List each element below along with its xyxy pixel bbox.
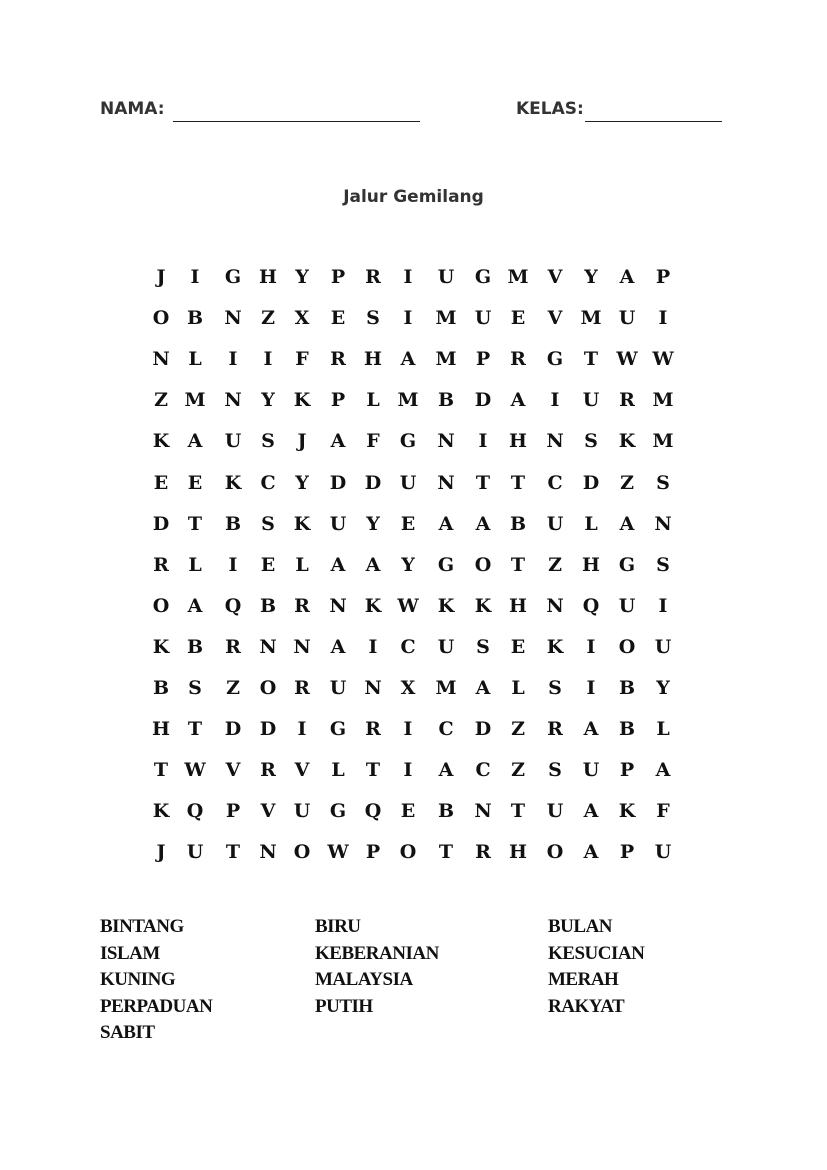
grid-row <box>143 513 683 543</box>
grid-letter[interactable]: Y <box>656 677 670 699</box>
grid-letter[interactable]: A <box>365 553 381 576</box>
name-label: NAMA: <box>100 99 165 119</box>
grid-letter[interactable]: M <box>652 430 674 453</box>
grid-row <box>143 266 683 296</box>
grid-letter[interactable]: U <box>618 594 636 617</box>
grid-letter[interactable]: J <box>156 266 166 288</box>
grid-letter[interactable]: B <box>224 512 242 535</box>
word-list-item: KEBERANIAN <box>315 942 439 964</box>
grid-letter[interactable]: I <box>403 718 413 741</box>
grid-letter[interactable]: N <box>437 430 455 453</box>
grid-letter[interactable]: L <box>656 718 670 741</box>
grid-letter[interactable]: T <box>510 553 526 576</box>
grid-letter[interactable]: T <box>153 759 169 782</box>
grid-letter[interactable]: I <box>478 430 488 453</box>
grid-letter[interactable]: G <box>329 718 347 741</box>
grid-letter[interactable]: S <box>476 635 490 658</box>
grid-letter[interactable]: O <box>546 841 564 864</box>
grid-row <box>143 841 683 871</box>
grid-letter[interactable]: I <box>263 348 273 371</box>
grid-letter[interactable]: Z <box>261 307 275 330</box>
grid-letter[interactable]: S <box>261 512 275 535</box>
word-list-column <box>100 914 212 1047</box>
grid-letter[interactable]: C <box>475 759 491 782</box>
grid-letter[interactable]: H <box>509 841 527 864</box>
grid-letter[interactable]: W <box>397 594 419 617</box>
grid-letter[interactable]: R <box>365 266 381 288</box>
grid-letter[interactable]: U <box>437 266 455 288</box>
grid-letter[interactable]: F <box>366 430 380 453</box>
grid-letter[interactable]: I <box>550 389 560 412</box>
grid-letter[interactable]: T <box>365 759 381 782</box>
grid-letter[interactable]: U <box>582 759 600 782</box>
grid-letter[interactable]: K <box>618 430 636 453</box>
grid-letter[interactable]: A <box>330 553 346 576</box>
grid-letter[interactable]: U <box>582 389 600 412</box>
grid-letter[interactable]: A <box>583 841 599 864</box>
grid-letter[interactable]: U <box>329 512 347 535</box>
grid-letter[interactable]: K <box>152 635 170 658</box>
grid-row <box>143 348 683 378</box>
grid-letter[interactable]: T <box>510 800 526 823</box>
grid-letter[interactable]: Y <box>261 389 275 412</box>
grid-letter[interactable]: R <box>510 348 526 371</box>
grid-letter[interactable]: I <box>658 594 668 617</box>
grid-letter[interactable]: I <box>658 307 668 330</box>
grid-letter[interactable]: A <box>475 512 491 535</box>
grid-letter[interactable]: A <box>330 635 346 658</box>
grid-letter[interactable]: U <box>224 430 242 453</box>
grid-letter[interactable]: N <box>259 635 277 658</box>
grid-letter[interactable]: A <box>438 512 454 535</box>
grid-letter[interactable]: W <box>327 841 349 864</box>
grid-letter[interactable]: F <box>656 800 670 823</box>
grid-letter[interactable]: W <box>616 348 638 371</box>
grid-letter[interactable]: N <box>654 512 672 535</box>
grid-letter[interactable]: A <box>583 718 599 741</box>
grid-letter[interactable]: K <box>364 594 382 617</box>
grid-letter[interactable]: I <box>190 266 200 288</box>
word-list-item: RAKYAT <box>548 995 625 1017</box>
grid-letter[interactable]: R <box>260 759 276 782</box>
grid-letter[interactable]: B <box>186 307 204 330</box>
grid-letter[interactable]: D <box>152 512 170 535</box>
word-list-item: BINTANG <box>100 916 184 937</box>
grid-letter[interactable]: Q <box>224 594 242 617</box>
grid-letter[interactable]: U <box>654 635 672 658</box>
grid-letter[interactable]: K <box>293 389 311 412</box>
grid-letter[interactable]: K <box>152 800 170 823</box>
grid-letter[interactable]: C <box>260 471 276 494</box>
class-blank-line[interactable] <box>585 121 722 122</box>
grid-letter[interactable]: R <box>153 553 169 576</box>
grid-letter[interactable]: R <box>225 635 241 658</box>
grid-letter[interactable]: M <box>397 389 419 412</box>
grid-letter[interactable]: M <box>435 348 457 371</box>
grid-letter[interactable]: I <box>586 635 596 658</box>
grid-letter[interactable]: D <box>582 471 600 494</box>
grid-letter[interactable]: S <box>656 471 670 494</box>
grid-letter[interactable]: E <box>153 471 169 494</box>
grid-letter[interactable]: K <box>437 594 455 617</box>
grid-letter[interactable]: O <box>259 677 277 699</box>
grid-letter[interactable]: E <box>400 800 416 823</box>
grid-letter[interactable]: A <box>438 759 454 782</box>
grid-letter[interactable]: Y <box>295 471 309 494</box>
grid-letter[interactable]: H <box>152 718 170 741</box>
grid-letter[interactable]: U <box>437 635 455 658</box>
grid-row <box>143 677 683 707</box>
grid-letter[interactable]: G <box>224 266 242 288</box>
grid-letter[interactable]: A <box>619 512 635 535</box>
grid-letter[interactable]: U <box>329 677 347 699</box>
grid-letter[interactable]: I <box>403 266 413 288</box>
grid-letter[interactable]: P <box>619 759 635 782</box>
grid-letter[interactable]: X <box>294 307 310 330</box>
grid-letter[interactable]: Y <box>584 266 598 288</box>
grid-letter[interactable]: U <box>399 471 417 494</box>
grid-letter[interactable]: G <box>329 800 347 823</box>
grid-letter[interactable]: N <box>329 594 347 617</box>
grid-letter[interactable]: Z <box>620 471 634 494</box>
grid-letter[interactable]: T <box>475 471 491 494</box>
grid-letter[interactable]: A <box>510 389 526 412</box>
grid-letter[interactable]: A <box>619 266 635 288</box>
grid-letter[interactable]: O <box>293 841 311 864</box>
word-list-item: BULAN <box>548 916 613 937</box>
word-list-item: MALAYSIA <box>315 969 413 990</box>
grid-letter[interactable]: O <box>152 594 170 617</box>
grid-row <box>143 472 683 502</box>
grid-letter[interactable]: A <box>655 759 671 782</box>
word-list-item: ISLAM <box>100 942 160 964</box>
grid-letter[interactable]: Z <box>548 553 562 576</box>
grid-letter[interactable]: I <box>228 553 238 576</box>
grid-letter[interactable]: R <box>294 594 310 617</box>
grid-letter[interactable]: U <box>186 841 204 864</box>
grid-letter[interactable]: H <box>582 553 600 576</box>
grid-letter[interactable]: I <box>586 677 596 699</box>
grid-letter[interactable]: I <box>403 307 413 330</box>
grid-letter[interactable]: Z <box>511 759 525 782</box>
grid-letter[interactable]: N <box>474 800 492 823</box>
grid-letter[interactable]: E <box>510 635 526 658</box>
grid-letter[interactable]: L <box>331 759 345 782</box>
grid-letter[interactable]: Q <box>582 594 600 617</box>
grid-letter[interactable]: N <box>224 307 242 330</box>
grid-letter[interactable]: N <box>259 841 277 864</box>
grid-letter[interactable]: B <box>618 677 636 699</box>
grid-letter[interactable]: T <box>438 841 454 864</box>
grid-letter[interactable]: S <box>656 553 670 576</box>
grid-letter[interactable]: M <box>435 307 457 330</box>
grid-letter[interactable]: R <box>475 841 491 864</box>
grid-letter[interactable]: L <box>188 553 202 576</box>
grid-letter[interactable]: C <box>400 635 416 658</box>
grid-row <box>143 595 683 625</box>
grid-letter[interactable]: A <box>330 430 346 453</box>
grid-letter[interactable]: L <box>584 512 598 535</box>
grid-letter[interactable]: T <box>187 512 203 535</box>
grid-letter[interactable]: Q <box>186 800 204 823</box>
grid-letter[interactable]: K <box>474 594 492 617</box>
grid-letter[interactable]: B <box>437 389 455 412</box>
class-label: KELAS: <box>516 99 584 119</box>
grid-letter[interactable]: P <box>365 841 381 864</box>
grid-letter[interactable]: L <box>366 389 380 412</box>
grid-letter[interactable]: U <box>654 841 672 864</box>
grid-letter[interactable]: Y <box>366 512 380 535</box>
grid-letter[interactable]: O <box>474 553 492 576</box>
grid-letter[interactable]: O <box>399 841 417 864</box>
grid-letter[interactable]: S <box>366 307 380 330</box>
grid-letter[interactable]: N <box>224 389 242 412</box>
grid-letter[interactable]: U <box>546 512 564 535</box>
grid-letter[interactable]: J <box>297 430 307 453</box>
grid-letter[interactable]: D <box>474 389 492 412</box>
word-list-item: PUTIH <box>315 995 373 1017</box>
grid-letter[interactable]: V <box>294 759 310 782</box>
grid-letter[interactable]: Y <box>295 266 309 288</box>
grid-letter[interactable]: B <box>152 677 170 699</box>
grid-letter[interactable]: R <box>619 389 635 412</box>
name-blank-line[interactable] <box>173 121 420 122</box>
grid-letter[interactable]: G <box>618 553 636 576</box>
grid-row <box>143 636 683 666</box>
grid-letter[interactable]: B <box>509 512 527 535</box>
grid-row <box>143 430 683 460</box>
grid-letter[interactable]: D <box>329 471 347 494</box>
word-list-column <box>548 914 644 1020</box>
grid-letter[interactable]: P <box>330 266 346 288</box>
grid-letter[interactable]: O <box>618 635 636 658</box>
grid-letter[interactable]: T <box>225 841 241 864</box>
grid-letter[interactable]: D <box>224 718 242 741</box>
grid-letter[interactable]: H <box>364 348 382 371</box>
grid-letter[interactable]: H <box>509 594 527 617</box>
grid-letter[interactable]: I <box>228 348 238 371</box>
grid-letter[interactable]: O <box>152 307 170 330</box>
puzzle-title: Jalur Gemilang <box>343 187 484 207</box>
grid-letter[interactable]: J <box>156 841 166 864</box>
grid-letter[interactable]: Z <box>154 389 168 412</box>
grid-letter[interactable]: Z <box>226 677 240 699</box>
grid-letter[interactable]: U <box>546 800 564 823</box>
grid-letter[interactable]: K <box>224 471 242 494</box>
grid-letter[interactable]: G <box>399 430 417 453</box>
grid-letter[interactable]: A <box>187 430 203 453</box>
grid-letter[interactable]: F <box>295 348 309 371</box>
grid-letter[interactable]: N <box>437 471 455 494</box>
grid-letter[interactable]: U <box>618 307 636 330</box>
grid-letter[interactable]: T <box>187 718 203 741</box>
grid-letter[interactable]: K <box>546 635 564 658</box>
word-list-item: KUNING <box>100 969 176 990</box>
grid-letter[interactable]: C <box>438 718 454 741</box>
grid-letter[interactable]: E <box>260 553 276 576</box>
grid-letter[interactable]: I <box>368 635 378 658</box>
grid-letter[interactable]: S <box>548 677 562 699</box>
grid-letter[interactable]: W <box>652 348 674 371</box>
grid-letter[interactable]: B <box>186 635 204 658</box>
grid-letter[interactable]: M <box>652 389 674 412</box>
grid-letter[interactable]: B <box>259 594 277 617</box>
grid-row <box>143 800 683 830</box>
grid-letter[interactable]: R <box>294 677 310 699</box>
grid-letter[interactable]: U <box>293 800 311 823</box>
grid-letter[interactable]: D <box>474 718 492 741</box>
grid-letter[interactable]: N <box>546 430 564 453</box>
grid-letter[interactable]: A <box>583 800 599 823</box>
grid-letter[interactable]: H <box>509 430 527 453</box>
grid-letter[interactable]: V <box>225 759 241 782</box>
grid-row <box>143 718 683 748</box>
grid-letter[interactable]: C <box>547 471 563 494</box>
grid-letter[interactable]: Y <box>401 553 415 576</box>
grid-letter[interactable]: D <box>364 471 382 494</box>
grid-letter[interactable]: K <box>618 800 636 823</box>
grid-letter[interactable]: M <box>184 389 206 412</box>
grid-letter[interactable]: K <box>293 512 311 535</box>
grid-letter[interactable]: R <box>365 718 381 741</box>
word-list-item: SABIT <box>100 1022 155 1043</box>
grid-letter[interactable]: Z <box>511 718 525 741</box>
grid-row <box>143 389 683 419</box>
grid-letter[interactable]: P <box>475 348 491 371</box>
grid-letter[interactable]: R <box>547 718 563 741</box>
grid-letter[interactable]: S <box>584 430 598 453</box>
grid-letter[interactable]: L <box>188 348 202 371</box>
grid-letter[interactable]: I <box>403 759 413 782</box>
word-list-item: BIRU <box>315 916 361 937</box>
grid-letter[interactable]: M <box>580 307 602 330</box>
grid-letter[interactable]: N <box>364 677 382 699</box>
grid-letter[interactable]: W <box>184 759 206 782</box>
grid-letter[interactable]: L <box>295 553 309 576</box>
grid-letter[interactable]: G <box>546 348 564 371</box>
grid-letter[interactable]: R <box>330 348 346 371</box>
grid-letter[interactable]: B <box>618 718 636 741</box>
grid-row <box>143 307 683 337</box>
grid-letter[interactable]: N <box>546 594 564 617</box>
grid-letter[interactable]: G <box>437 553 455 576</box>
grid-letter[interactable]: K <box>152 430 170 453</box>
grid-letter[interactable]: N <box>152 348 170 371</box>
grid-letter[interactable]: G <box>474 266 492 288</box>
grid-letter[interactable]: A <box>187 594 203 617</box>
grid-letter[interactable]: U <box>474 307 492 330</box>
grid-letter[interactable]: S <box>548 759 562 782</box>
grid-letter[interactable]: M <box>507 266 529 288</box>
grid-letter[interactable]: E <box>400 512 416 535</box>
grid-letter[interactable]: A <box>475 677 491 699</box>
word-list-item: MERAH <box>548 969 619 990</box>
grid-letter[interactable]: S <box>188 677 202 699</box>
grid-letter[interactable]: V <box>547 266 563 288</box>
grid-letter[interactable]: P <box>330 389 346 412</box>
word-list-item: PERPADUAN <box>100 995 213 1017</box>
grid-letter[interactable]: E <box>187 471 203 494</box>
grid-letter[interactable]: X <box>400 677 416 699</box>
grid-row <box>143 554 683 584</box>
word-list-item: KESUCIAN <box>548 942 645 964</box>
grid-row <box>143 759 683 789</box>
grid-letter[interactable]: V <box>547 307 563 330</box>
student-info-header <box>100 99 727 127</box>
grid-letter[interactable]: H <box>259 266 277 288</box>
grid-letter[interactable]: B <box>437 800 455 823</box>
grid-letter[interactable]: I <box>297 718 307 741</box>
grid-letter[interactable]: A <box>400 348 416 371</box>
grid-letter[interactable]: N <box>293 635 311 658</box>
grid-letter[interactable]: P <box>655 266 671 288</box>
grid-letter[interactable]: P <box>619 841 635 864</box>
word-list-column <box>315 914 439 1020</box>
grid-letter[interactable]: T <box>510 471 526 494</box>
grid-letter[interactable]: T <box>583 348 599 371</box>
grid-letter[interactable]: Q <box>364 800 382 823</box>
grid-letter[interactable]: E <box>510 307 526 330</box>
grid-letter[interactable]: V <box>260 800 276 823</box>
grid-letter[interactable]: E <box>330 307 346 330</box>
grid-letter[interactable]: L <box>511 677 525 699</box>
grid-letter[interactable]: M <box>435 677 457 699</box>
grid-letter[interactable]: D <box>259 718 277 741</box>
grid-letter[interactable]: P <box>225 800 241 823</box>
grid-letter[interactable]: S <box>261 430 275 453</box>
